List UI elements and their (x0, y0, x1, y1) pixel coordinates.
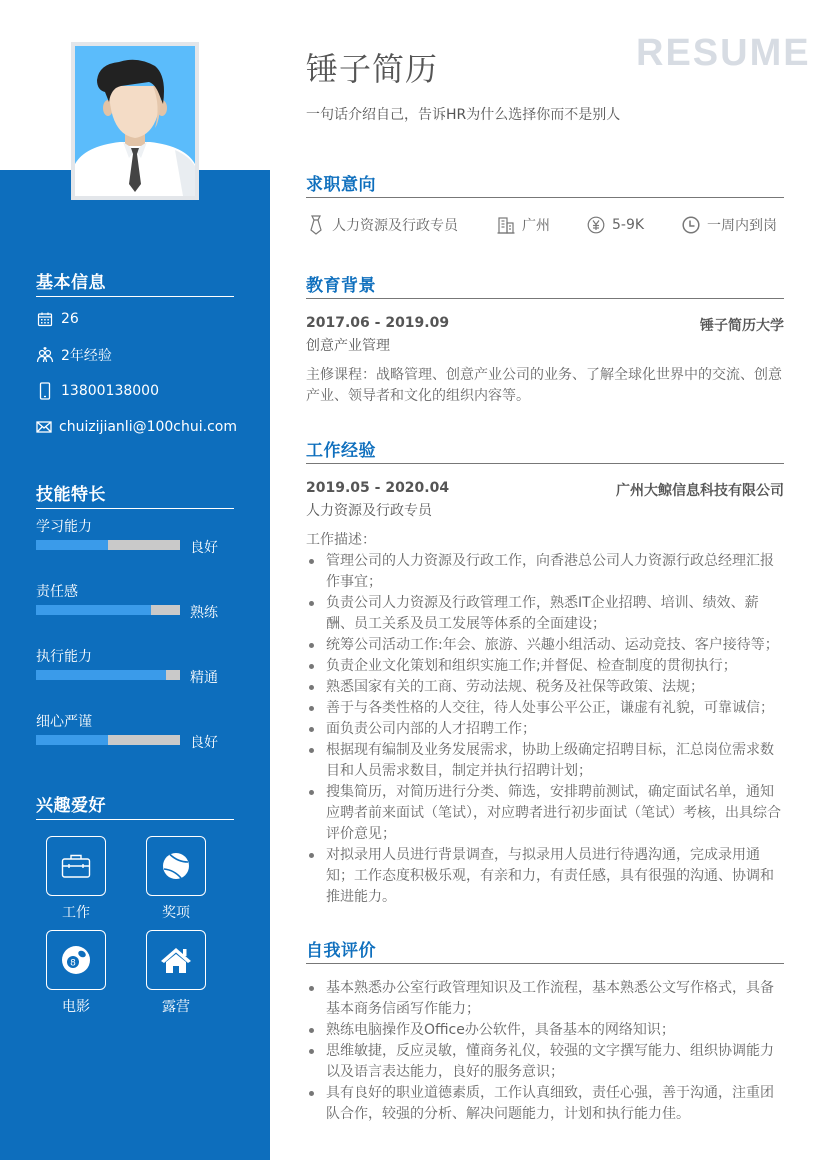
intent-availability-value: 一周内到岗 (707, 218, 777, 234)
education-description: 主修课程：战略管理、创意产业公司的业务、了解全球化世界中的交流、创意产业、领导者和文化的组织内容等。 (306, 367, 782, 404)
education-major: 创意产业管理 (306, 338, 390, 354)
skill-item (36, 639, 234, 704)
skill-bar-fill (36, 540, 108, 550)
work-desc-label: 工作描述： (306, 532, 376, 548)
intent-availability (681, 215, 777, 235)
skill-bar (36, 735, 180, 745)
education-title: 教育背景 (306, 271, 784, 299)
phone-icon (36, 382, 54, 400)
profile-photo-frame (71, 42, 199, 200)
intent-salary-value: 5-9K (612, 217, 645, 233)
age-value: 26 (61, 311, 79, 327)
email-value: chuizijianli@100chui.com (59, 419, 237, 435)
skill-name: 责任感 (36, 584, 78, 600)
list-item: 搜集简历，对简历进行分类、筛选，安排聘前测试，确定面试名单，通知应聘者前来面试（笔试），对应聘者进行初步面试（笔试）考核，出具综合评价意见； (306, 782, 784, 845)
job-intent-section (306, 170, 784, 242)
list-item: 统筹公司活动工作:年会、旅游、兴趣小组活动、运动竞技、客户接待等； (306, 635, 784, 656)
skill-level: 良好 (190, 540, 218, 556)
basic-info-title: 基本信息 (36, 268, 234, 297)
skill-level: 良好 (190, 735, 218, 751)
work-title: 工作经验 (306, 436, 784, 464)
skills-title: 技能特长 (36, 480, 234, 509)
list-item: 基本熟悉办公室行政管理知识及工作流程，基本熟悉公文写作格式，具备基本商务信函写作能力； (306, 978, 784, 1020)
work-period: 2019.05 - 2020.04 (306, 480, 450, 496)
briefcase-icon (61, 853, 91, 879)
skill-level: 熟练 (190, 605, 218, 621)
mail-icon (36, 418, 52, 436)
self-eval-title: 自我评价 (306, 936, 784, 964)
skills-section (36, 480, 234, 769)
house-icon (160, 946, 192, 974)
avatar-man-icon (75, 46, 195, 196)
skill-level: 精通 (190, 670, 218, 686)
skill-bar (36, 670, 180, 680)
info-experience (36, 337, 234, 373)
education-period: 2017.06 - 2019.09 (306, 315, 450, 331)
skill-bar-fill (36, 605, 151, 615)
skill-name: 执行能力 (36, 649, 92, 665)
hobby-label: 露营 (162, 999, 190, 1015)
skill-item (36, 574, 234, 639)
calendar-icon (36, 310, 54, 328)
hobby-label: 奖项 (162, 905, 190, 921)
skill-bar (36, 605, 180, 615)
people-icon (36, 346, 54, 364)
skill-name: 细心严谨 (36, 714, 92, 730)
resume-watermark: RESUME (636, 32, 811, 74)
work-bullets (306, 551, 784, 908)
hobby-work (46, 836, 106, 924)
skill-bar-fill (36, 735, 108, 745)
hobby-camping (146, 930, 206, 1018)
svg-text:8: 8 (70, 958, 76, 969)
yen-icon (586, 215, 606, 235)
work-company: 广州大鲸信息科技有限公司 (616, 483, 784, 499)
ball-icon (162, 852, 190, 880)
list-item: 具有良好的职业道德素质，工作认真细致，责任心强，善于沟通，注重团队合作，较强的分析、解决问题能力，计划和执行能力佳。 (306, 1083, 784, 1125)
skill-item (36, 704, 234, 769)
skill-bar-fill (36, 670, 166, 680)
tagline: 一句话介绍自己，告诉HR为什么选择你而不是别人 (306, 107, 621, 123)
building-icon (496, 215, 516, 235)
list-item: 管理公司的人力资源及行政工作，向香港总公司人力资源行政总经理汇报作事宜； (306, 551, 784, 593)
list-item: 负责公司人力资源及行政管理工作，熟悉IT企业招聘、培训、绩效、薪酬、员工关系及员工发展等体系的全面建设； (306, 593, 784, 635)
experience-value: 2年经验 (61, 348, 112, 364)
list-item: 熟悉国家有关的工商、劳动法规、税务及社保等政策、法规； (306, 677, 784, 698)
clock-icon (681, 215, 701, 235)
education-section (306, 271, 784, 407)
basic-info-section (36, 268, 237, 445)
tie-icon (306, 215, 326, 235)
info-phone (36, 373, 234, 409)
intent-city-value: 广州 (522, 218, 550, 234)
hobby-movies (46, 930, 106, 1018)
hobby-awards (146, 836, 206, 924)
list-item: 面负责公司内部的人才招聘工作； (306, 719, 784, 740)
list-item: 熟练电脑操作及Office办公软件，具备基本的网络知识； (306, 1020, 784, 1041)
billiard-8-ball-icon (61, 945, 91, 975)
intent-position-value: 人力资源及行政专员 (332, 218, 458, 234)
info-email (36, 409, 237, 445)
info-age (36, 301, 234, 337)
avatar (75, 46, 195, 196)
skill-bar (36, 540, 180, 550)
work-section (306, 436, 784, 908)
list-item: 思维敏捷，反应灵敏，懂商务礼仪，较强的文字撰写能力、组织协调能力以及语言表达能力，良好的服务意识； (306, 1041, 784, 1083)
list-item: 根据现有编制及业务发展需求，协助上级确定招聘目标，汇总岗位需求数目和人员需求数目，制定并执行招聘计划； (306, 740, 784, 782)
skill-name: 学习能力 (36, 519, 92, 535)
hobbies-section (36, 791, 234, 1018)
list-item: 对拟录用人员进行背景调查，与拟录用人员进行待遇沟通，完成录用通知；工作态度积极乐观，有亲和力，有责任感，具有很强的沟通、协调和推进能力。 (306, 845, 784, 908)
self-eval-section (306, 936, 784, 1125)
intent-salary (586, 215, 681, 235)
intent-city (496, 215, 586, 235)
hobby-label: 工作 (62, 905, 90, 921)
phone-value: 13800138000 (61, 383, 159, 399)
list-item: 善于与各类性格的人交往，待人处事公平公正，谦虚有礼貌，可靠诚信； (306, 698, 784, 719)
education-school: 锤子简历大学 (700, 318, 784, 334)
job-intent-title: 求职意向 (306, 170, 784, 198)
skill-item (36, 509, 234, 574)
resume-name: 锤子简历 (306, 50, 439, 88)
work-position: 人力资源及行政专员 (306, 503, 432, 519)
list-item: 负责企业文化策划和组织实施工作;并督促、检查制度的贯彻执行； (306, 656, 784, 677)
intent-position (306, 215, 496, 235)
hobbies-title: 兴趣爱好 (36, 791, 234, 820)
self-eval-bullets (306, 978, 784, 1125)
hobby-label: 电影 (62, 999, 90, 1015)
